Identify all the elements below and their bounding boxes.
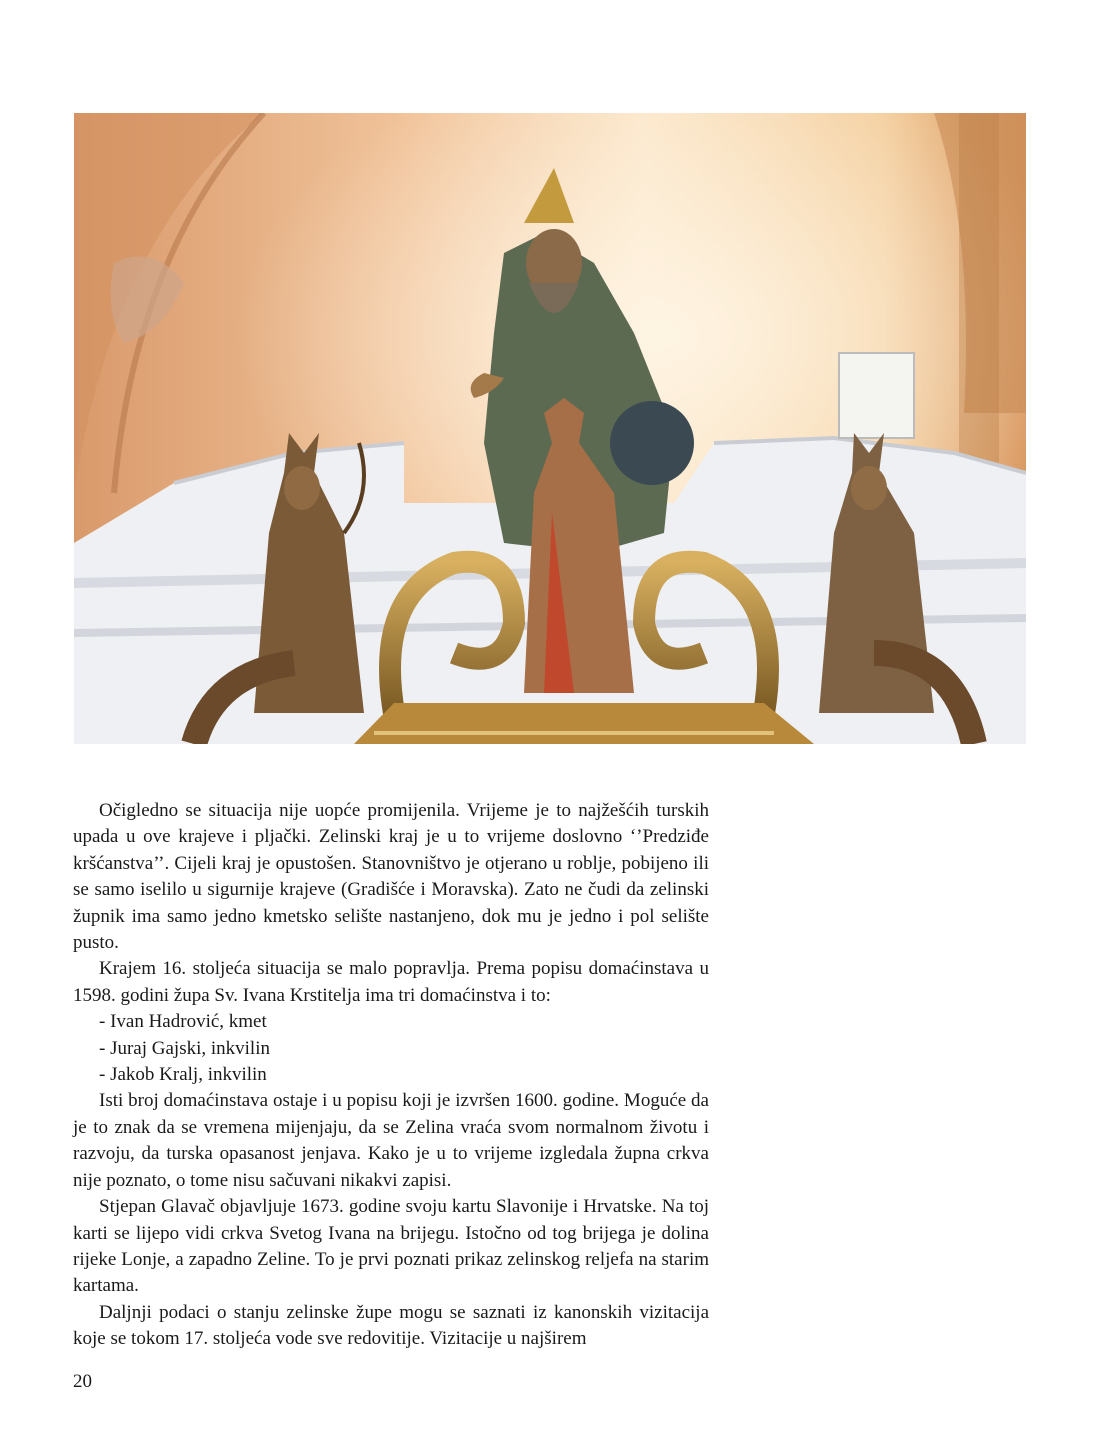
paragraph: Isti broj domaćinstava ostaje i u popisu koji je izvršen 1600. godine. Moguće da je to znak da se vremena mijenjaju, da se Zelina vraća svom normalnom životu i razvoju, da turska opasanost jenjava. Kako je u to vrijeme izgledala župna crkva nije poznato, o tome nisu sačuvani nikakvi zapisi.	[73, 1090, 709, 1191]
photo-illustration	[74, 113, 1026, 744]
altar-statues-photo	[74, 113, 1026, 744]
paragraph: Očigledno se situacija nije uopće promijenila. Vrijeme je to najžešćih turskih upada u ove krajeve i pljački. Zelinski kraj je u to vrijeme doslovno ‘’Predziđe kršćanstva’’. Cijeli kraj je opustošen. Stanovništvo je otjerano u roblje, pobijeno ili se samo iselilo u sigurnije krajeve (Gradišće i Moravska). Zato ne čudi da zelinski župnik ima samo jedno kmetsko selište nastanjeno, dok mu je jedno i pol selište pusto.	[73, 800, 709, 954]
body-text	[73, 798, 709, 1395]
paragraph: Daljnji podaci o stanju zelinske župe mogu se saznati iz kanonskih vizitacija koje se tokom 17. stoljeća vode sve redovitije. Vizitacije u najširem	[73, 1301, 709, 1350]
list-item: - Ivan Hadrović, kmet	[99, 1011, 267, 1033]
paragraph: Krajem 16. stoljeća situacija se malo popravlja. Prema popisu domaćinstava u 1598. godini župa Sv. Ivana Krstitelja ima tri domaćinstva i to:	[73, 958, 709, 1006]
list-item: - Juraj Gajski, inkvilin	[99, 1037, 270, 1059]
household-list	[73, 1009, 709, 1088]
paragraph: Stjepan Glavač objavljuje 1673. godine svoju kartu Slavonije i Hrvatske. Na toj karti se lijepo vidi crkva Svetog Ivana na brijegu. Istočno od tog brijega je dolina rijeke Lonje, a zapadno Zeline. To je prvi poznati prikaz zelinskog reljefa na starim kartama.	[73, 1196, 709, 1297]
page-number: 20	[73, 1370, 92, 1392]
list-item: - Jakob Kralj, inkvilin	[99, 1064, 267, 1086]
